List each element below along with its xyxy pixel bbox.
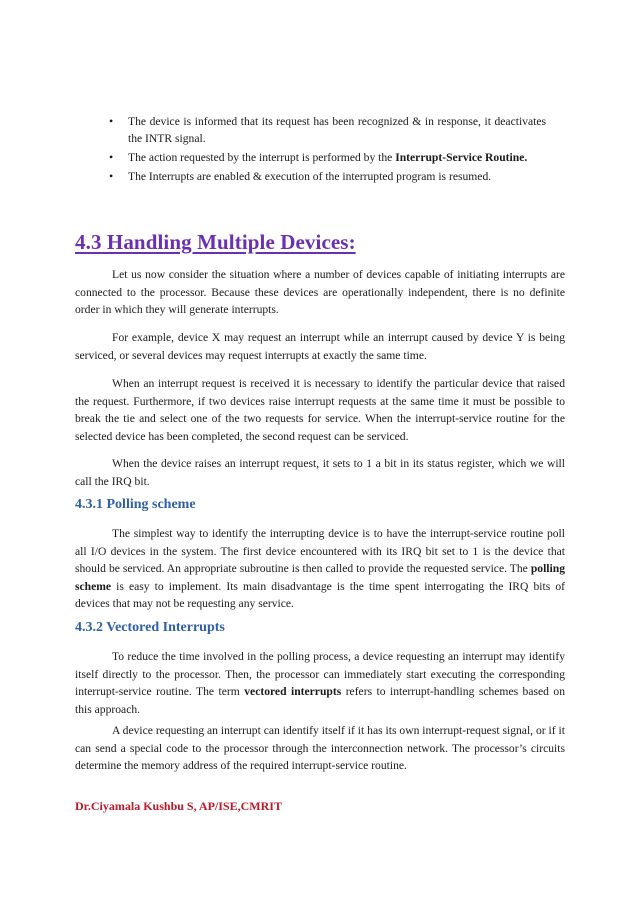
bullet-item bbox=[109, 149, 546, 166]
paragraph-intro: Let us now consider the situation where a number of devices capable of initiating interrupts are connected to the processor. Because these devices are operationally independent, there is no definite order in which they will generate interrupts. bbox=[75, 268, 565, 317]
bullet-bold-term: Interrupt-Service Routine. bbox=[395, 151, 528, 164]
polling-text: The simplest way to identify the interrupting device is to have the interrupt-service routine poll all I/O devices in the system. The first device encountered with its IRQ bit set to 1 is the device that should be serviced. An appropriate subroutine is then called to provide the requested service. The bbox=[75, 527, 565, 576]
paragraph-example: For example, device X may request an interrupt while an interrupt caused by device Y is being serviced, or several devices may request interrupts at exactly the same time. bbox=[75, 331, 565, 362]
polling-bold-term: polling scheme bbox=[75, 562, 565, 593]
subsection-vectored-heading: 4.3.2 Vectored Interrupts bbox=[75, 620, 225, 635]
footer-author: Dr.Ciyamala Kushbu S, AP/ISE,CMRIT bbox=[75, 799, 282, 813]
bullet-item bbox=[109, 168, 546, 185]
bullet-text: The device is informed that its request has been recognized & in response, it deactivates the INTR signal. bbox=[128, 115, 546, 145]
paragraph-vectored-signal: A device requesting an interrupt can identify itself if it has its own interrupt-request signal, or if it can send a special code to the processor through the interconnection network. The processor’s circuits determine the memory address of the required interrupt-service routine. bbox=[75, 724, 565, 773]
subsection-polling-heading: 4.3.1 Polling scheme bbox=[75, 497, 196, 512]
paragraph-vectored bbox=[75, 648, 565, 718]
bullet-list bbox=[109, 113, 546, 187]
vectored-text-tail: refers to interrupt-handling schemes based on this approach. bbox=[75, 685, 566, 716]
bullet-text: The action requested by the interrupt is performed by the bbox=[128, 151, 396, 164]
bullet-icon: • bbox=[109, 169, 114, 183]
bullet-icon: • bbox=[109, 150, 114, 164]
paragraph-irq-bit: When the device raises an interrupt request, it sets to 1 a bit in its status register, which we will call the IRQ bit. bbox=[75, 457, 565, 488]
vectored-text: To reduce the time involved in the polling process, a device requesting an interrupt may identify itself directly to the processor. Then, the processor can immediately start executing the corresponding interrupt-service routine. The term bbox=[75, 650, 565, 699]
polling-text-tail: is easy to implement. Its main disadvantage is the time spent interrogating the IRQ bits of devices that may not be requesting any service. bbox=[75, 579, 565, 611]
bullet-text: The Interrupts are enabled & execution of the interrupted program is resumed. bbox=[128, 170, 492, 183]
bullet-icon: • bbox=[109, 114, 114, 128]
vectored-bold-term: vectored interrupts bbox=[244, 685, 342, 699]
paragraph-identify: When an interrupt request is received it is necessary to identify the particular device that raised the request. Furthermore, if two devices raise interrupt requests at the same time it must be possible to break the tie and select one of the two requests for service. When the interrupt-service routine for the selected device has been completed, the second request can be serviced. bbox=[75, 377, 565, 443]
bullet-item bbox=[109, 113, 546, 147]
section-title: 4.3 Handling Multiple Devices: bbox=[75, 230, 356, 254]
paragraph-polling bbox=[75, 525, 565, 613]
